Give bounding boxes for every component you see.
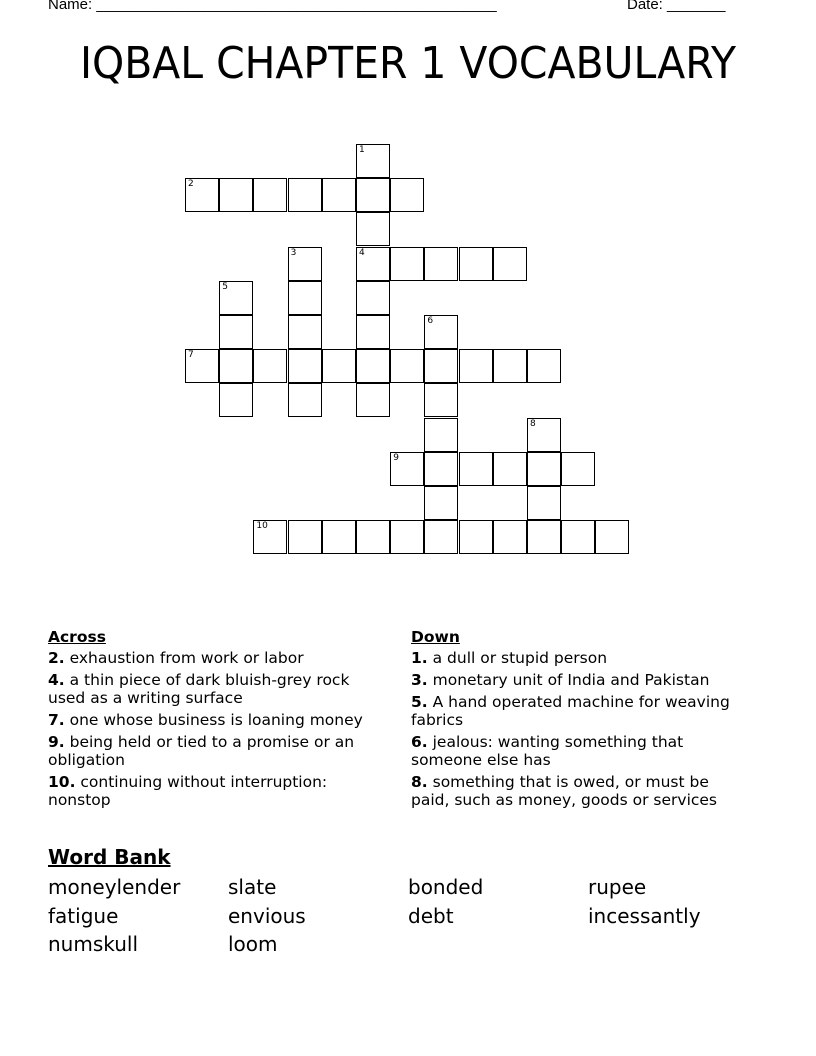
word-bank-word: fatigue <box>48 903 119 928</box>
crossword-cell[interactable] <box>527 452 561 486</box>
crossword-cell[interactable] <box>424 383 458 417</box>
crossword-cell[interactable] <box>322 349 356 383</box>
crossword-cell[interactable] <box>288 349 322 383</box>
crossword-cell[interactable] <box>493 247 527 281</box>
crossword-cell[interactable] <box>288 383 322 417</box>
crossword-cell[interactable] <box>424 452 458 486</box>
clue-number: 1 <box>359 145 365 155</box>
clue-text: something that is owed, or must be paid, such as money, goods or services <box>411 773 718 809</box>
crossword-cell[interactable] <box>356 212 390 246</box>
clue-number: 8 <box>530 418 536 429</box>
word-bank-word: incessantly <box>588 903 701 928</box>
down-clue <box>411 773 751 809</box>
crossword-cell[interactable] <box>561 520 595 554</box>
crossword-cell[interactable] <box>219 383 253 417</box>
clue-number: 7 <box>188 350 194 361</box>
crossword-cell[interactable] <box>390 520 424 554</box>
crossword-cell[interactable] <box>356 383 390 417</box>
crossword-cell[interactable] <box>459 349 493 383</box>
clue-text: jealous: wanting something that someone else has <box>411 733 684 769</box>
crossword-cell[interactable] <box>253 178 287 212</box>
crossword-cell[interactable] <box>219 349 253 383</box>
across-clue <box>48 671 388 707</box>
crossword-cell[interactable] <box>185 178 219 212</box>
crossword-cell[interactable] <box>322 520 356 554</box>
word-bank-word: slate <box>228 875 277 899</box>
word-bank-word: rupee <box>588 875 647 899</box>
crossword-cell[interactable] <box>527 486 561 520</box>
crossword-cell[interactable] <box>561 452 595 486</box>
clue-number: 5 <box>222 281 228 292</box>
clue-number: 9 <box>393 452 399 463</box>
clue-text: a thin piece of dark bluish-grey rock used as a writing surface <box>48 671 350 707</box>
word-bank-title: Word Bank <box>48 845 171 869</box>
crossword-cell[interactable] <box>356 349 390 383</box>
across-clue <box>48 649 388 667</box>
crossword-cell[interactable] <box>253 349 287 383</box>
crossword-cell[interactable] <box>219 281 253 315</box>
clue-text: one whose business is loaning money <box>64 711 363 729</box>
crossword-cell[interactable] <box>390 247 424 281</box>
clue-number: 3. <box>411 671 428 689</box>
clue-text: A hand operated machine for weaving fabrics <box>411 693 730 729</box>
word-bank-word: loom <box>228 932 278 956</box>
crossword-cell[interactable] <box>356 178 390 212</box>
crossword-cell[interactable] <box>424 349 458 383</box>
crossword-cell[interactable] <box>219 178 253 212</box>
crossword-cell[interactable] <box>527 520 561 554</box>
crossword-cell[interactable] <box>459 247 493 281</box>
crossword-cell[interactable] <box>356 315 390 349</box>
down-heading: Down <box>411 628 460 646</box>
clue-number: 10. <box>48 773 76 791</box>
crossword-cell[interactable] <box>390 178 424 212</box>
crossword-cell[interactable] <box>527 418 561 452</box>
down-clue <box>411 671 751 689</box>
down-clue <box>411 649 751 667</box>
down-clues <box>411 628 751 813</box>
crossword-cell[interactable] <box>424 418 458 452</box>
clue-number: 9. <box>48 733 65 751</box>
word-bank-word: debt <box>408 903 454 928</box>
crossword-cell[interactable] <box>322 178 356 212</box>
clue-number: 6. <box>411 733 428 751</box>
crossword-cell[interactable] <box>459 452 493 486</box>
name-field[interactable]: Name: ________________________________________________ <box>48 0 497 13</box>
down-clue <box>411 733 751 769</box>
clue-number: 3 <box>290 247 297 258</box>
clue-text: exhaustion from work or labor <box>64 649 304 667</box>
clue-number: 6 <box>427 316 434 326</box>
clue-number: 5. <box>411 693 428 711</box>
clue-number: 2. <box>48 649 65 667</box>
down-clue <box>411 693 751 729</box>
crossword-cell[interactable] <box>288 178 322 212</box>
clue-number: 7. <box>48 711 65 729</box>
crossword-cell[interactable] <box>356 144 390 178</box>
clue-text: continuing without interruption: nonstop <box>48 773 328 809</box>
clue-number: 10 <box>256 521 268 532</box>
word-bank <box>48 873 768 959</box>
crossword-cell[interactable] <box>493 452 527 486</box>
crossword-cell[interactable] <box>288 520 322 554</box>
clue-text: being held or tied to a promise or an obligation <box>48 733 355 769</box>
crossword-cell[interactable] <box>424 486 458 520</box>
crossword-cell[interactable] <box>527 349 561 383</box>
crossword-cell[interactable] <box>390 452 424 486</box>
crossword-cell[interactable] <box>356 520 390 554</box>
crossword-cell[interactable] <box>424 315 458 349</box>
clue-number: 2 <box>188 179 194 190</box>
crossword-cell[interactable] <box>493 520 527 554</box>
word-bank-word: bonded <box>408 875 484 899</box>
date-field[interactable]: Date: _______ <box>627 0 726 13</box>
clue-number: 8. <box>411 773 428 791</box>
crossword-cell[interactable] <box>219 315 253 349</box>
across-clue <box>48 733 388 769</box>
crossword-cell[interactable] <box>390 349 424 383</box>
crossword-cell[interactable] <box>288 281 322 315</box>
clue-number: 1. <box>411 649 428 667</box>
crossword-cell[interactable] <box>493 349 527 383</box>
across-clue <box>48 773 388 809</box>
clue-number: 4 <box>359 247 365 258</box>
crossword-cell[interactable] <box>424 520 458 554</box>
crossword-cell[interactable] <box>459 520 493 554</box>
crossword-cell[interactable] <box>288 315 322 349</box>
crossword-cell[interactable] <box>356 247 390 281</box>
word-bank-word: envious <box>228 903 306 928</box>
crossword-cell[interactable] <box>424 247 458 281</box>
crossword-cell[interactable] <box>288 247 322 281</box>
word-bank-word: moneylender <box>48 875 181 899</box>
across-clue <box>48 711 388 729</box>
crossword-cell[interactable] <box>595 520 629 554</box>
crossword-cell[interactable] <box>253 520 287 554</box>
word-bank-word: numskull <box>48 932 139 956</box>
across-heading: Across <box>48 628 106 646</box>
clue-text: a dull or stupid person <box>427 649 608 667</box>
clue-number: 4. <box>48 671 65 689</box>
page-title: IQBAL CHAPTER 1 VOCABULARY <box>79 38 737 89</box>
clue-text: monetary unit of India and Pakistan <box>427 671 710 689</box>
crossword-cell[interactable] <box>356 281 390 315</box>
across-clues <box>48 628 388 813</box>
crossword-cell[interactable] <box>185 349 219 383</box>
